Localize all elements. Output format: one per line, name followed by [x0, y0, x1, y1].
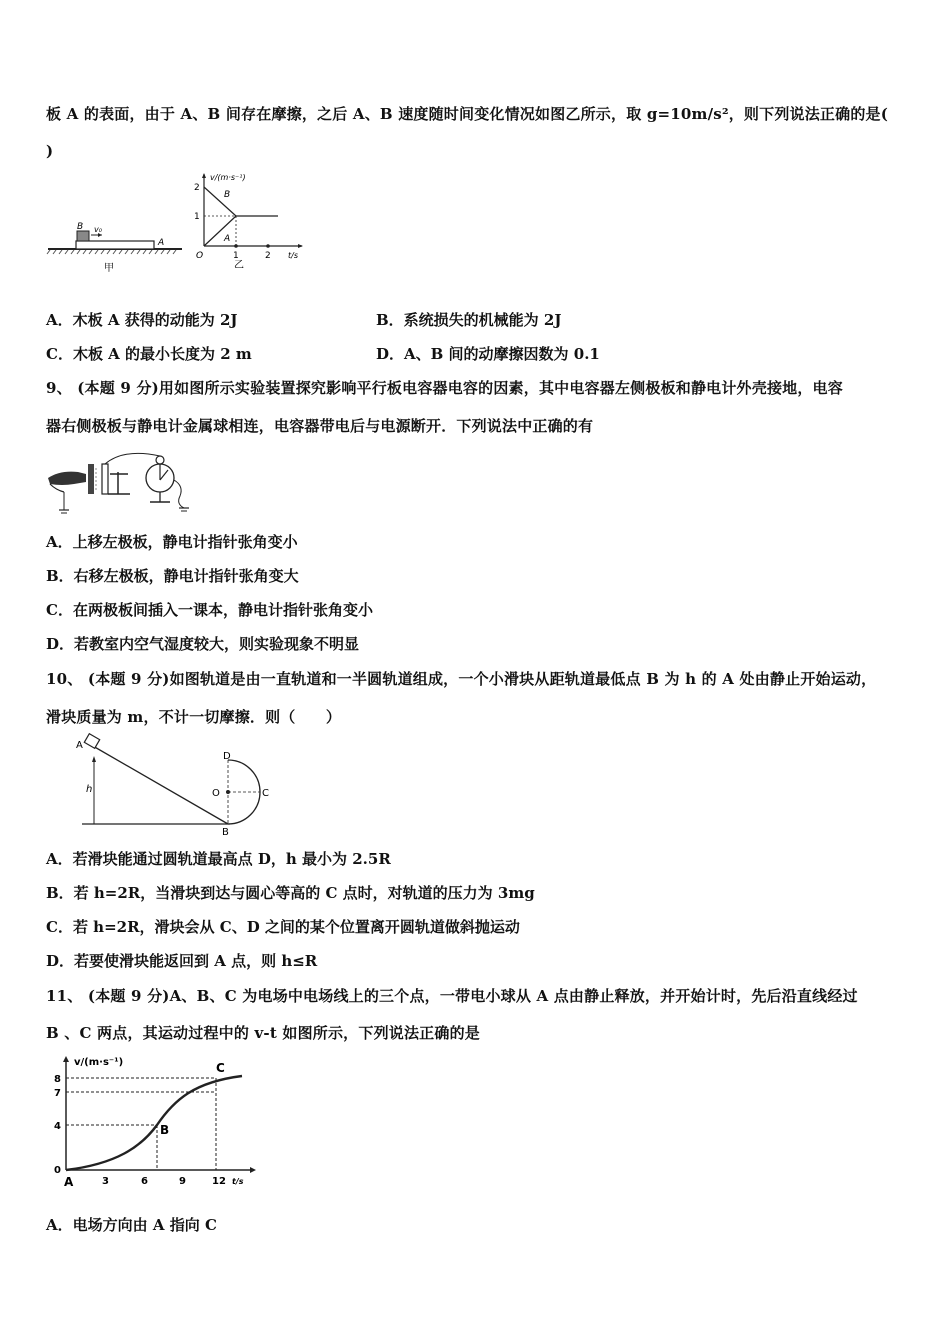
q11-xlabel: t/s: [232, 1177, 244, 1186]
q8-xtick-2: 2: [265, 251, 271, 261]
q11-ytick-7: 7: [54, 1088, 61, 1099]
q9-option-c[interactable]: C．在两极板间插入一课本，静电计指针张角变小: [46, 601, 373, 619]
q8-stem-line2: ): [46, 142, 54, 160]
q8-ylabel: v/(m·s⁻¹): [210, 173, 246, 182]
q8-xlabel: t/s: [288, 251, 298, 260]
q8-caption-jia: 甲: [104, 263, 114, 274]
q11-label-a: A: [64, 1175, 74, 1189]
q9-stem-line2: 器右侧极板与静电计金属球相连，电容器带电后与电源断开．下列说法中正确的有: [46, 417, 594, 435]
q10-option-d[interactable]: D．若要使滑块能返回到 A 点，则 h≤R: [46, 952, 318, 970]
q11-stem-line2: B 、C 两点，其运动过程中的 v-t 如图所示，下列说法正确的是: [46, 1024, 480, 1042]
q8-line-b: [204, 187, 236, 216]
q11-stem-line1: 11、 (本题 9 分)A、B、C 为电场中电场线上的三个点，一带电小球从 A 点由静止释放，并开始计时，先后沿直线经过: [46, 987, 858, 1005]
q11-figure-vt: [46, 1052, 266, 1192]
q8-xtick-1: 1: [233, 251, 239, 261]
q11-label-b: B: [160, 1123, 170, 1137]
q11-ylabel: v/(m·s⁻¹): [74, 1057, 124, 1068]
q8-option-c[interactable]: C．木板 A 的最小长度为 2 m: [46, 345, 252, 363]
q8-stem-line1: 板 A 的表面，由于 A、B 间存在摩擦，之后 A、B 速度随时间变化情况如图乙所示，取 g=10m/s²，则下列说法正确的是(: [46, 105, 889, 123]
q9-option-b[interactable]: B．右移左极板，静电计指针张角变大: [46, 567, 299, 585]
q8-origin: O: [196, 251, 204, 261]
q11-xtick-6: 6: [141, 1176, 148, 1187]
q10-label-d: D: [223, 751, 231, 762]
q11-xtick-12: 12: [212, 1176, 226, 1187]
q10-label-c: C: [262, 788, 269, 799]
q8-option-a[interactable]: A．木板 A 获得的动能为 2J: [46, 311, 238, 329]
q11-xtick-3: 3: [102, 1176, 109, 1187]
q10-option-a[interactable]: A．若滑块能通过圆轨道最高点 D，h 最小为 2.5R: [46, 850, 391, 868]
q9-option-a[interactable]: A．上移左极板，静电计指针张角变小: [46, 533, 298, 551]
q10-label-o: O: [212, 788, 220, 799]
q8-label-a: A: [158, 238, 165, 248]
q8-label-v0: v₀: [94, 225, 102, 234]
q10-option-c[interactable]: C．若 h=2R，滑块会从 C、D 之间的某个位置离开圆轨道做斜抛运动: [46, 918, 520, 936]
q8-line-a: [204, 216, 236, 246]
q10-figure-track: [72, 732, 272, 836]
q10-incline: [86, 742, 228, 824]
q9-option-d[interactable]: D．若教室内空气湿度较大，则实验现象不明显: [46, 635, 360, 653]
q11-ytick-8: 8: [54, 1074, 61, 1085]
q8-ytick-2: 2: [194, 183, 200, 193]
q11-label-c: C: [216, 1061, 225, 1075]
q10-label-h: h: [86, 784, 93, 795]
q10-label-a: A: [76, 740, 83, 751]
q8-caption-yi: 乙: [234, 260, 244, 268]
q11-ytick-0: 0: [54, 1165, 61, 1176]
board-a: [76, 241, 154, 249]
q11-xtick-9: 9: [179, 1176, 186, 1187]
q11-option-a[interactable]: A．电场方向由 A 指向 C: [46, 1216, 217, 1234]
q11-ytick-4: 4: [54, 1121, 61, 1132]
q10-option-b[interactable]: B．若 h=2R，当滑块到达与圆心等高的 C 点时，对轨道的压力为 3mg: [46, 884, 535, 902]
q8-option-d[interactable]: D．A、B 间的动摩擦因数为 0.1: [376, 345, 600, 363]
block-b: [77, 231, 89, 241]
q9-stem-line1: 9、 (本题 9 分)用如图所示实验装置探究影响平行板电容器电容的因素，其中电容器左侧极板和静电计外壳接地，电容: [46, 379, 843, 397]
q10-stem-line1: 10、 (本题 9 分)如图轨道是由一直轨道和一半圆轨道组成，一个小滑块从距轨道最低点 B 为 h 的 A 处由静止开始运动，: [46, 670, 877, 688]
q10-slider: [84, 734, 99, 749]
q8-ytick-1: 1: [194, 212, 200, 222]
q9-figure-capacitor: [44, 450, 196, 516]
q8-line-b-label: B: [224, 190, 231, 200]
q8-figure-yi: [190, 170, 310, 268]
q8-line-a-label: A: [224, 234, 231, 244]
q10-label-b: B: [222, 827, 229, 836]
q8-figure-jia: [44, 215, 194, 275]
q10-stem-line2: 滑块质量为 m，不计一切摩擦．则（ ）: [46, 708, 342, 726]
q8-label-b: B: [77, 222, 84, 232]
q8-option-b[interactable]: B．系统损失的机械能为 2J: [376, 311, 562, 329]
